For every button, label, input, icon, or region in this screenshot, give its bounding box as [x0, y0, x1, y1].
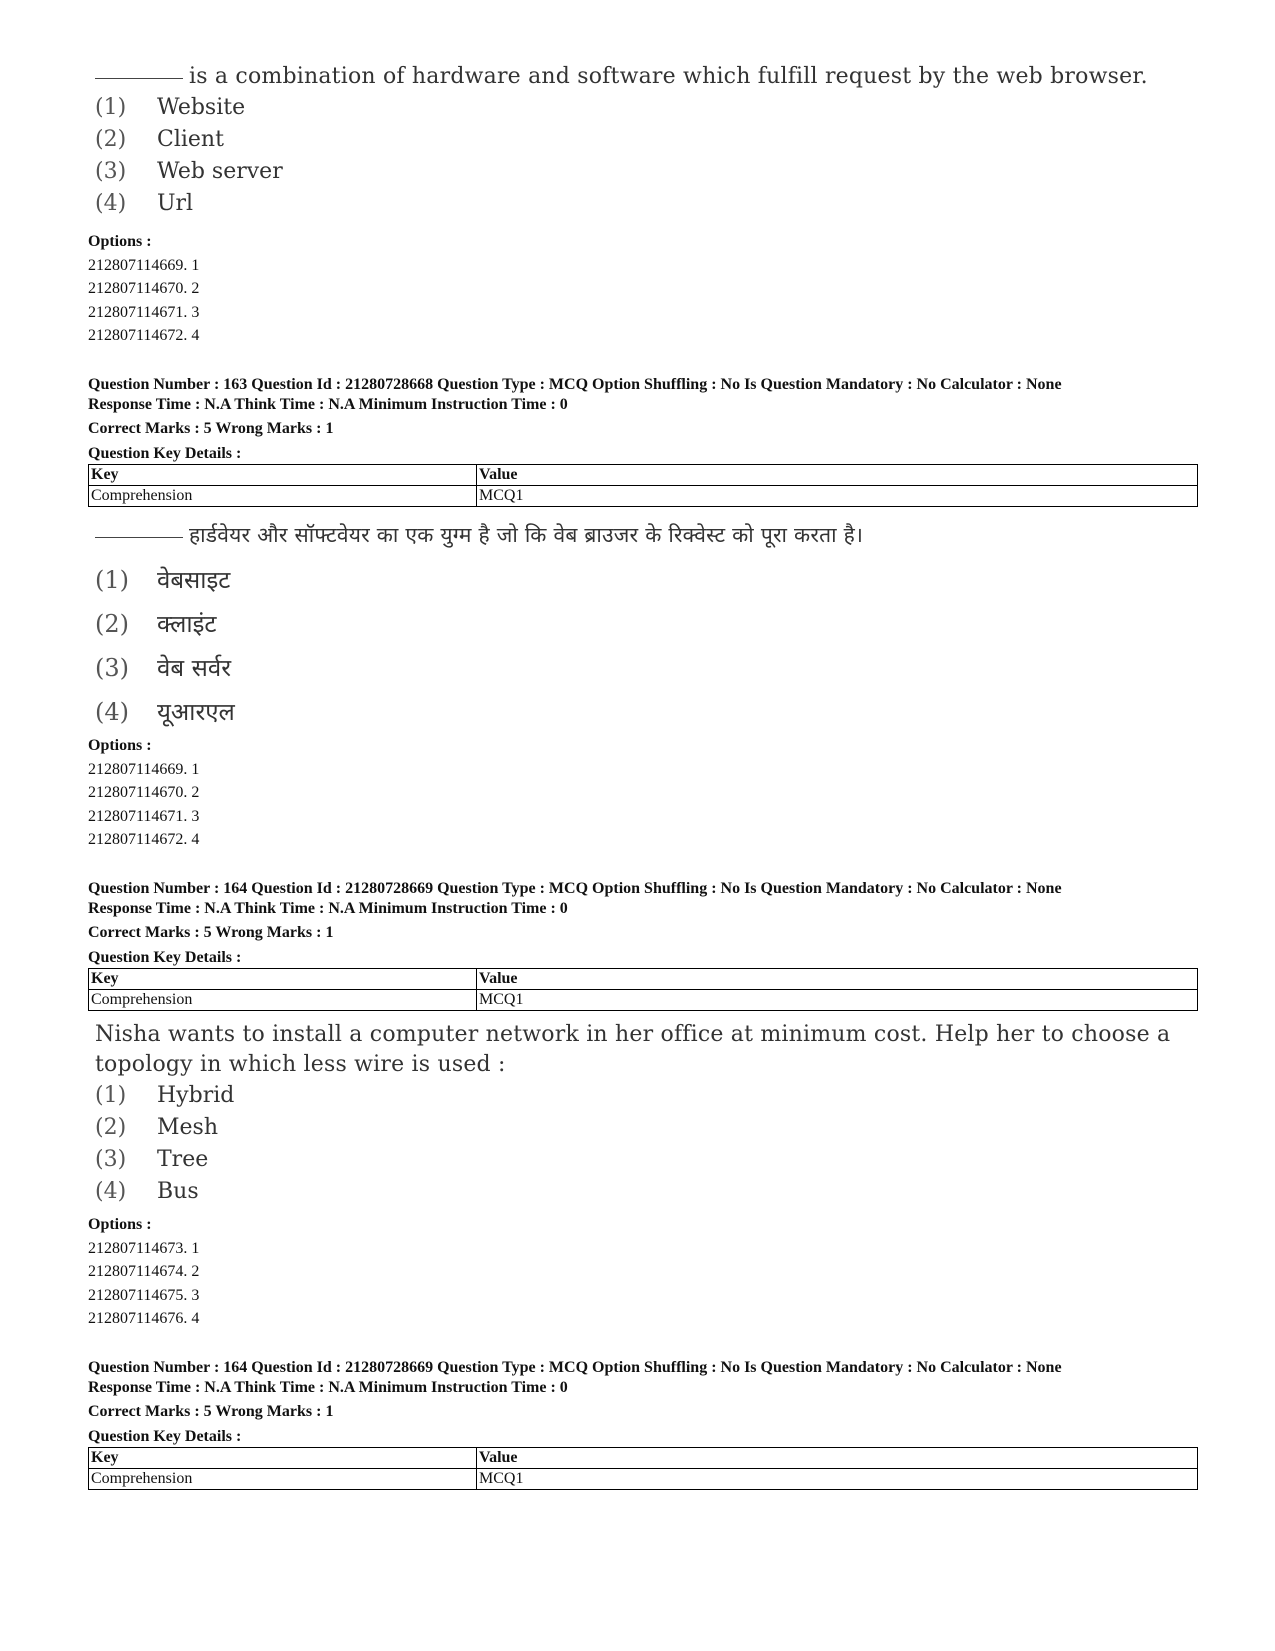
- table-header-row: Key Value: [89, 465, 1198, 486]
- option-id: 212807114669. 1: [88, 760, 200, 778]
- blank-line: [95, 537, 183, 538]
- option-id: 212807114670. 2: [88, 280, 200, 297]
- choice-item: (2) Client: [95, 127, 224, 152]
- table-row: Comprehension MCQ1: [89, 1469, 1198, 1490]
- question-key-table: [88, 968, 1198, 1011]
- choice-item: (3) Web server: [95, 159, 283, 184]
- option-id: 212807114670. 2: [88, 784, 200, 801]
- options-label: Options :: [88, 1216, 152, 1233]
- choice-item: (3) वेब सर्वर: [95, 654, 232, 682]
- options-label: Options :: [88, 737, 152, 754]
- options-list: [88, 1213, 199, 1331]
- question-image-web-server-en: [95, 62, 1148, 220]
- choice-item: (4) Url: [95, 191, 194, 216]
- option-id: 212807114672. 4: [88, 327, 200, 344]
- choice-item: (2) Mesh: [95, 1115, 219, 1140]
- choice-item: (4) यूआरएल: [95, 698, 235, 726]
- question-meta: Question Number : 164 Question Id : 21280728669 Question Type : MCQ Option Shuffling : No Is Question Mandatory : No Calculator : None Response Time : N.A Think Time : N.A Minimum Instruction Time : 0 Correct Marks : 5 Wrong Marks : 1 Question Key Details :: [88, 880, 1062, 966]
- question-image-topology: [95, 1020, 1205, 1208]
- option-id: 212807114671. 3: [88, 807, 200, 825]
- option-id: 212807114671. 3: [88, 303, 200, 321]
- question-key-table: [88, 1447, 1198, 1490]
- option-id: 212807114672. 4: [88, 831, 200, 848]
- table-row: Comprehension MCQ1: [89, 990, 1198, 1011]
- choice-item: (1) Website: [95, 95, 246, 120]
- question-meta: Question Number : 163 Question Id : 21280728668 Question Type : MCQ Option Shuffling : No Is Question Mandatory : No Calculator : None Response Time : N.A Think Time : N.A Minimum Instruction Time : 0 Correct Marks : 5 Wrong Marks : 1 Question Key Details :: [88, 376, 1062, 462]
- blank-line: [95, 78, 183, 79]
- question-stem: हार्डवेयर और सॉफ्टवेयर का एक युग्म है जो कि वेब ब्राउजर के रिक्वेस्ट को पूरा करता है।: [95, 520, 863, 550]
- choice-item: (3) Tree: [95, 1147, 209, 1172]
- table-row: Comprehension MCQ1: [89, 486, 1198, 507]
- choice-item: (2) क्लाइंट: [95, 610, 217, 638]
- question-image-web-server-hi: [95, 520, 863, 734]
- option-id: 212807114674. 2: [88, 1263, 200, 1280]
- question-meta: Question Number : 164 Question Id : 21280728669 Question Type : MCQ Option Shuffling : No Is Question Mandatory : No Calculator : None Response Time : N.A Think Time : N.A Minimum Instruction Time : 0 Correct Marks : 5 Wrong Marks : 1 Question Key Details :: [88, 1359, 1062, 1445]
- option-id: 212807114673. 1: [88, 1239, 200, 1257]
- choice-item: (1) वेबसाइट: [95, 566, 231, 594]
- question-stem: is a combination of hardware and software which fulfill request by the web browser.: [95, 62, 1148, 92]
- choice-item: (1) Hybrid: [95, 1083, 235, 1108]
- option-id: 212807114676. 4: [88, 1310, 200, 1327]
- options-list: [88, 734, 199, 852]
- options-list: [88, 230, 199, 348]
- option-id: 212807114669. 1: [88, 256, 200, 274]
- question-stem: Nisha wants to install a computer network in her office at minimum cost. Help her to choose a topology in which less wire is used :: [95, 1022, 1171, 1077]
- question-key-table: [88, 464, 1198, 507]
- options-label: Options :: [88, 233, 152, 250]
- table-header-row: Key Value: [89, 1448, 1198, 1469]
- option-id: 212807114675. 3: [88, 1286, 200, 1304]
- table-header-row: Key Value: [89, 969, 1198, 990]
- choice-item: (4) Bus: [95, 1179, 199, 1204]
